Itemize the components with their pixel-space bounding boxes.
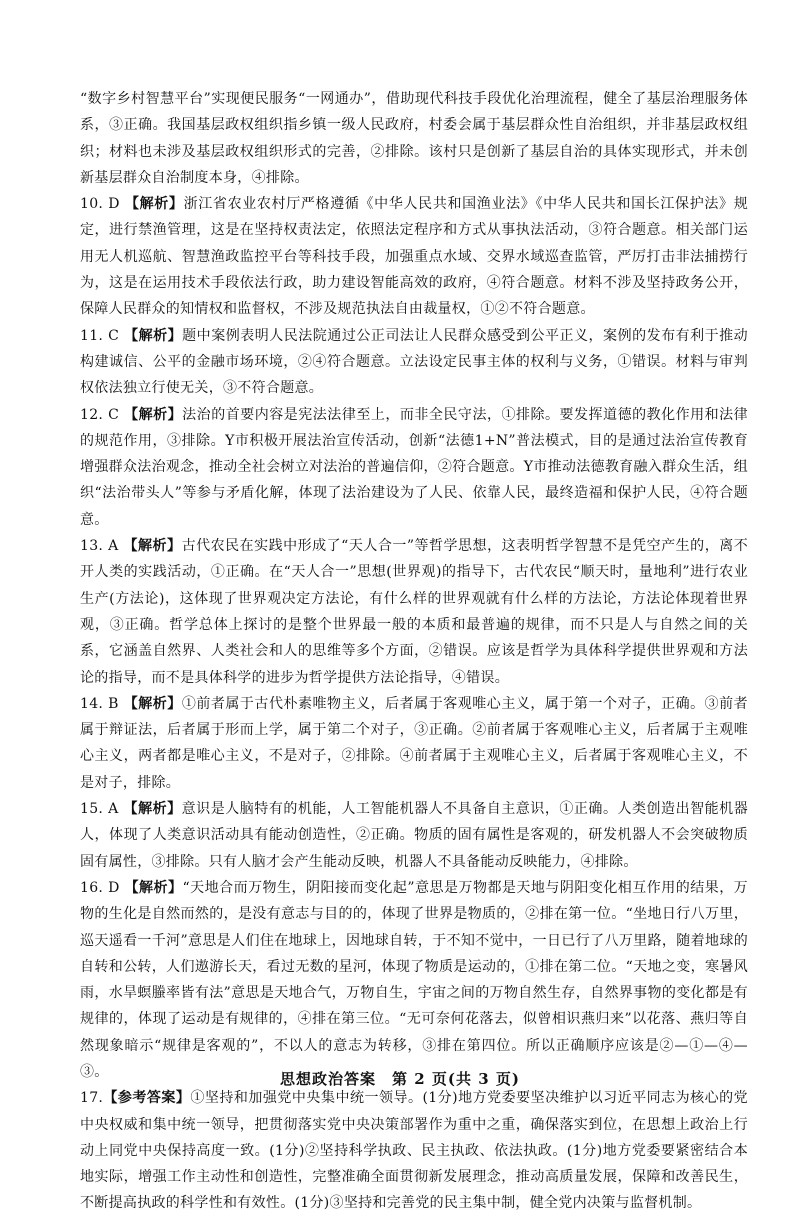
paragraph-text: 法治的首要内容是宪法法律至上，而非全民守法，①排除。要发挥道德的教化作用和法律的规范作用，③排除。Y市积极开展法治宣传活动，创新“法德1+N”普法模式，目的是通过法治宣传教育增强群众法治观念，推动全社会树立对法治的普遍信仰，②符合题意。Y市推动法德教育融入群众生活，组织“法治带头人”等参与矛盾化解，体现了法治建设为了人民、依靠人民，最终造福和保护人民，④符合题意。 xyxy=(80,406,748,528)
analysis-tag: 【解析】 xyxy=(124,327,183,344)
paragraph-text: ①坚持和加强党中央集中统一领导。(1分)地方党委要坚决维护以习近平同志为核心的党中央权威和集中统一领导，把贯彻落实党中央决策部署作为重中之重，确保落实到位，在思想上政治上行动上同党中央保持高度一致。(1分)②坚持科学执政、民主执政、依法执政。(1分)地方党委要紧密结合本地实际，增强工作主动性和创造性，完整准确全面贯彻新发展理念，推动高质量发展，保障和改善民生，不断提高执政的科学性和有效性。(1分)③坚持和完善党的民主集中制，健全党内决策与监督机制。 xyxy=(80,1090,748,1212)
answer-12 xyxy=(80,402,748,533)
reference-answer-tag: 【参考答案】 xyxy=(103,1090,191,1107)
answer-16 xyxy=(80,875,748,1085)
paragraph-text: “天地合而万物生，阴阳接而变化起”意思是万物都是天地与阴阳变化相互作用的结果，万物的生化是自然而然的，是没有意志与目的的，体现了世界是物质的，②排在第一位。“坐地日行八万里，巡天遥看一千河”意思是人们住在地球上，因地球自转，于不知不觉中，一日已行了八万里路，随着地球的自转和公转，人们遨游长天，看过无数的星河，体现了物质是运动的，①排在第二位。“天地之变，寒暑风雨，水旱螟螣率皆有法”意思是天地合气，万物自生，宇宙之间的万物自然生存，自然界事物的变化都是有规律的，体现了运动是有规律的，④排在第三位。“无可奈何花落去，似曾相识燕归来”以花落、燕归等自然现象暗示“规律是客观的”，不以人的意志为转移，③排在第四位。所以正确顺序应该是②—①—④—③。 xyxy=(80,879,748,1080)
paragraph-text: 意识是人脑特有的机能，人工智能机器人不具备自主意识，①正确。人类创造出智能机器人，体现了人类意识活动具有能动创造性，②正确。物质的固有属性是客观的，研发机器人不会突破物质固有属性，③排除。只有人脑才会产生能动反映，机器人不具备能动反映能力，④排除。 xyxy=(80,801,748,870)
analysis-tag: 【解析】 xyxy=(123,695,182,712)
paragraph-text: 题中案例表明人民法院通过公正司法让人民群众感受到公平正义，案例的发布有利于推动构建诚信、公平的金融市场环境，②④符合题意。立法设定民事主体的权利与义务，①错误。材料与审判权依法独立行使无关，③不符合题意。 xyxy=(80,327,748,397)
analysis-tag: 【解析】 xyxy=(124,406,183,423)
analysis-tag: 【解析】 xyxy=(124,879,183,896)
answer-17 xyxy=(80,1085,748,1216)
paragraph-text: 浙江省农业农村厅严格遵循《中华人民共和国渔业法》《中华人民共和国长江保护法》规定，进行禁渔管理，这是在坚持权责法定，依照法定程序和方式从事执法活动，③符合题意。相关部门运用无人机巡航、智慧渔政监控平台等科技手段，加强重点水域、交界水域巡查监管，严厉打击非法捕捞行为，这是在运用技术手段依法行政，助力建设智能高效的政府，④符合题意。材料不涉及坚持政务公开，保障人民群众的知情权和监督权，不涉及规范执法自由裁量权，①②不符合题意。 xyxy=(80,196,749,318)
paragraph-text: “数字乡村智慧平台”实现便民服务“一网通办”，借助现代科技手段优化治理流程，健全了基层治理服务体系，③正确。我国基层政权组织指乡镇一级人民政府，村委会属于基层群众性自治组织，并非基层政权组织；材料也未涉及基层政权组织形式的完善，②排除。该村只是创新了基层自治的具体实现形式，并未创新基层群众自治制度本身，④排除。 xyxy=(80,91,748,186)
analysis-tag: 【解析】 xyxy=(123,538,182,555)
page-footer: 思想政治答案 第 2 页(共 3 页) xyxy=(280,1070,520,1088)
answer-14 xyxy=(80,691,748,796)
question-number: 14. B xyxy=(80,695,119,712)
question-number: 12. C xyxy=(80,406,120,423)
question-number: 15. A xyxy=(80,801,119,818)
paragraph-9-continued xyxy=(80,86,748,191)
answer-13 xyxy=(80,533,748,691)
question-number: 10. D xyxy=(80,196,120,213)
answer-11 xyxy=(80,323,748,402)
paragraph-text: 古代农民在实践中形成了“天人合一”等哲学思想，这表明哲学智慧不是凭空产生的，离不开人类的实践活动，①正确。在“天人合一”思想(世界观)的指导下，古代农民“顺天时，量地利”进行农业生产(方法论)，这体现了世界观决定方法论，有什么样的世界观就有什么样的方法论，方法论体现着世界观，③正确。哲学总体上探讨的是整个世界最一般的本质和最普遍的规律，而不只是人与自然之间的关系，它涵盖自然界、人类社会和人的思维等多个方面，②错误。应该是哲学为具体科学提供世界观和方法论的指导，而不是具体科学的进步为哲学提供方法论指导，④错误。 xyxy=(80,538,749,686)
analysis-tag: 【解析】 xyxy=(123,801,182,818)
answer-15 xyxy=(80,796,748,875)
paragraph-text: ①前者属于古代朴素唯物主义，后者属于客观唯心主义，属于第一个对子，正确。③前者属于辩证法，后者属于形而上学，属于第二个对子，③正确。②前者属于客观唯心主义，后者属于主观唯心主义，两者都是唯心主义，不是对子，②排除。④前者属于主观唯心主义，后者属于客观唯心主义，不是对子，排除。 xyxy=(80,695,748,791)
question-number: 13. A xyxy=(80,538,119,555)
answer-10 xyxy=(80,191,748,322)
question-number: 16. D xyxy=(80,879,120,896)
question-number: 11. C xyxy=(80,327,120,344)
question-number: 17. xyxy=(80,1090,104,1107)
analysis-tag: 【解析】 xyxy=(124,196,184,213)
